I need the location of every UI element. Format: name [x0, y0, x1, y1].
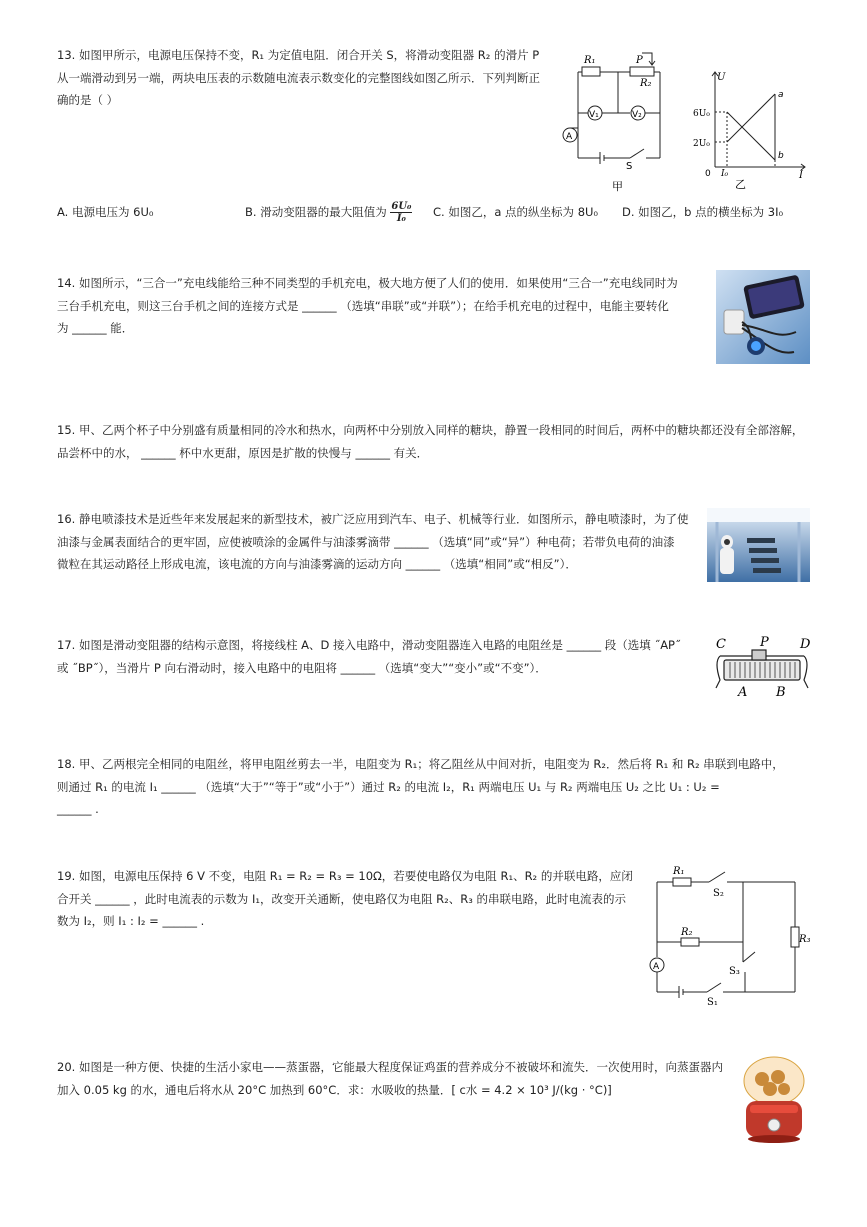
- q13-graph-figure: [695, 62, 815, 192]
- circuit-v1-label: V₁: [589, 110, 599, 120]
- q13-option-d: D. 如图乙，b 点的横坐标为 3I₀: [622, 205, 784, 219]
- question-14: [57, 272, 707, 340]
- circuit-p-label: P: [636, 55, 643, 66]
- q19-r2-label: R₂: [681, 927, 693, 938]
- question-17: [57, 634, 697, 679]
- charging-cable-photo: [716, 270, 810, 364]
- graph-u-axis-label: U: [717, 72, 726, 83]
- q14-line3: 为 ______ 能．: [57, 321, 134, 335]
- graph-6u0-label: 6U₀: [693, 109, 710, 119]
- q13-line1: 13. 如图甲所示，电源电压保持不变，R₁ 为定值电阻．闭合开关 S，将滑动变阻器 R₂ 的滑片 P: [57, 48, 540, 62]
- question-18: [57, 753, 827, 821]
- q19-circuit-figure: [645, 862, 815, 1007]
- q19-r1-label: R₁: [673, 866, 685, 877]
- q18-line1: 18. 甲、乙两根完全相同的电阻丝，将甲电阻丝剪去一半，电阻变为 R₁；将乙阻丝从中间对折，电阻变为 R₂．然后将 R₁ 和 R₂ 串联到电路中，: [57, 757, 784, 771]
- circuit-r1-label: R₁: [584, 55, 596, 66]
- q15-line2: 品尝杯中的水， ______ 杯中水更甜，原因是扩散的快慢与 ______ 有关．: [57, 445, 429, 460]
- q16-line3: 微粒在其运动路径上形成电流，该电流的方向与油漆雾滴的运动方向 ______ （选填“相同”或“相反”）．: [57, 557, 577, 571]
- q17-line1: 17. 如图是滑动变阻器的结构示意图，将接线柱 A、D 接入电路中，滑动变阻器连入电路的电阻丝是 ______ 段（选填 ˝AP˝: [57, 638, 681, 652]
- circuit-r2-label: R₂: [640, 78, 652, 89]
- egg-cooker-photo: [738, 1055, 810, 1147]
- q19-s1-label: S₁: [707, 997, 718, 1008]
- q14-line1: 14. 如图所示，“三合一”充电线能给三种不同类型的手机充电，极大地方便了人们的使用．如果使用“三合一”充电线同时为: [57, 276, 678, 290]
- q16-line1: 16. 静电喷漆技术是近些年来发展起来的新型技术，被广泛应用到汽车、电子、机械等行业．如图所示，静电喷漆时，为了使: [57, 512, 689, 526]
- question-16: [57, 508, 702, 576]
- q18-line3: ______ .: [57, 802, 99, 816]
- q13-option-a: A. 电源电压为 6U₀: [57, 205, 154, 219]
- rheostat-d-label: D: [800, 637, 811, 652]
- q13-option-b-text: B. 滑动变阻器的最大阻值为: [245, 205, 387, 219]
- circuit-v2-label: V₂: [632, 110, 642, 120]
- q13-option-b-numerator: 6U₀: [391, 201, 412, 212]
- q19-line1: 19. 如图，电源电压保持 6 V 不变，电阻 R₁ = R₂ = R₃ = 10Ω，若要使电路仅为电阻 R₁、R₂ 的并联电路，应闭: [57, 869, 633, 883]
- question-19: [57, 865, 642, 933]
- graph-2u0-label: 2U₀: [693, 139, 710, 149]
- q14-line2: 三台手机充电，则这三台手机之间的连接方式是 ______ （选填“串联”或“并联”）；在给手机充电的过程中，电能主要转化: [57, 298, 669, 313]
- q19-ammeter-label: A: [653, 962, 660, 972]
- q19-line3: 数为 I₂，则 I₁ : I₂ = ______ .: [57, 914, 205, 928]
- q17-rheostat-figure: [710, 632, 815, 702]
- q17-line2: 或 ˝BP˝），当滑片 P 向右滑动时，接入电路中的电阻将 ______ （选填“变大”“变小”或“不变”）．: [57, 660, 547, 675]
- q13-options: [57, 201, 827, 231]
- q13-option-b: [245, 201, 412, 224]
- graph-i-axis-label: I: [799, 170, 803, 181]
- question-15: [57, 419, 827, 464]
- graph-point-a-label: a: [778, 90, 784, 100]
- q13-line3: 确的是（ ）: [57, 93, 119, 107]
- q16-line2: 油漆与金属表面结合的更牢固，应使被喷涂的金属件与油漆雾滴带 ______ （选填“同”或“异”）种电荷；若带负电荷的油漆: [57, 534, 675, 549]
- q15-line1: 15. 甲、乙两个杯子中分别盛有质量相同的冷水和热水，向两杯中分别放入同样的糖块，静置一段相同的时间后，两杯中的糖块都还没有全部溶解，: [57, 423, 804, 437]
- spray-painting-photo: [707, 508, 810, 582]
- q19-s2-label: S₂: [713, 888, 724, 899]
- q13-circuit-figure: [560, 45, 670, 195]
- q20-line1: 20. 如图是一种方便、快捷的生活小家电——蒸蛋器，它能最大程度保证鸡蛋的营养成分不被破坏和流失．一次使用时，向蒸蛋器内: [57, 1060, 723, 1074]
- q19-line2: 合开关 ______ ，此时电流表的示数为 I₁，改变开关通断，使电路仅为电阻 R₂、R₃ 的串联电路，此时电流表的示: [57, 891, 626, 906]
- circuit-caption: 甲: [612, 180, 623, 193]
- graph-point-b-label: b: [778, 151, 784, 161]
- circuit-ammeter-label: A: [566, 132, 573, 142]
- q20-line2: 加入 0.05 kg 的水，通电后将水从 20°C 加热到 60°C．求：水吸收的热量．[ c水 = 4.2 × 10³ J/(kg · °C)]: [57, 1082, 612, 1097]
- rheostat-b-label: B: [776, 685, 786, 700]
- rheostat-p-label: P: [760, 635, 769, 650]
- q13-option-c: C. 如图乙，a 点的纵坐标为 8U₀: [433, 205, 599, 219]
- graph-origin-label: 0: [705, 169, 711, 179]
- q19-s3-label: S₃: [729, 966, 740, 977]
- question-13: [57, 44, 557, 112]
- graph-caption: 乙: [735, 178, 746, 191]
- rheostat-c-label: C: [716, 637, 726, 652]
- rheostat-a-label: A: [738, 685, 748, 700]
- q13-option-b-fraction: [390, 201, 412, 224]
- q19-r3-label: R₃: [799, 934, 811, 945]
- question-20: [57, 1056, 732, 1101]
- graph-i0-label: I₀: [721, 169, 729, 179]
- q13-line2: 从一端滑动到另一端，两块电压表的示数随电流表示数变化的完整图线如图乙所示．下列判断正: [57, 70, 540, 85]
- q13-option-b-denominator: I₀: [396, 213, 406, 224]
- q18-line2: 则通过 R₁ 的电流 I₁ ______ （选填“大于”“等于”或“小于”）通过 R₂ 的电流 I₂，R₁ 两端电压 U₁ 与 R₂ 两端电压 U₂ 之比 U₁ : U₂ =: [57, 779, 720, 794]
- circuit-switch-label: S: [626, 161, 633, 172]
